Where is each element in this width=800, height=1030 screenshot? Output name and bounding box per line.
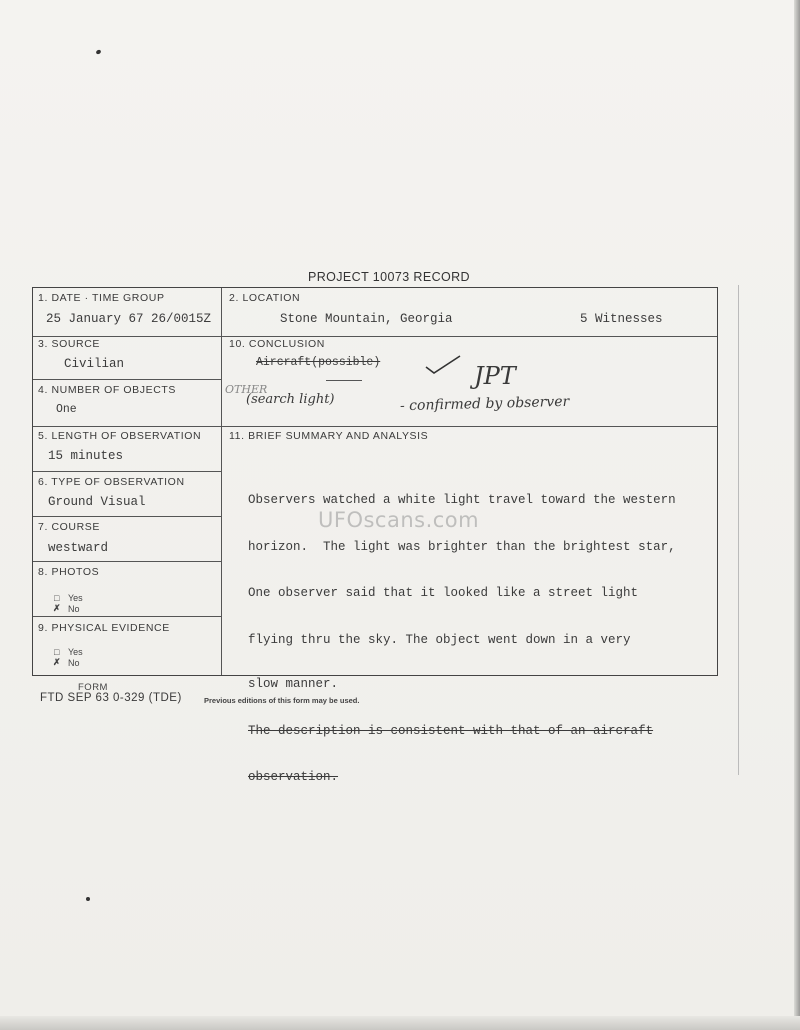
checkmark-icon [424,353,464,377]
source-label: 3. SOURCE [38,338,100,350]
course-value: westward [48,541,109,555]
footer-form-word: FORM [78,682,108,693]
physical-evidence-yes-box: □ [54,647,60,657]
photos-no-option: No [68,604,80,614]
summary-struck-line: observation. [248,770,339,784]
type-of-observation-value: Ground Visual [48,495,146,509]
conclusion-struck-value: Aircraft(possible) [256,356,381,369]
summary-line: slow manner. [248,677,339,691]
summary-line: One observer said that it looked like a street light [248,586,639,600]
summary-line: horizon. The light was brighter than the brightest star, [248,539,676,554]
source-value: Civilian [64,357,125,371]
conclusion-handwritten-value: (search light) [246,392,335,407]
physical-evidence-label: 9. PHYSICAL EVIDENCE [38,622,170,634]
conclusion-other: OTHER [225,383,268,396]
column-divider [221,288,222,675]
row-divider [33,561,221,562]
date-time-group-label: 1. DATE · TIME GROUP [38,292,165,304]
summary-line: flying thru the sky. The object went down in a very [248,632,631,647]
photos-no-checkmark: ✗ [53,603,61,613]
footer-note: Previous editions of this form may be used. [204,696,360,705]
length-of-observation-value: 15 minutes [48,449,124,463]
scan-speck [95,49,101,55]
course-label: 7. COURSE [38,521,100,533]
summary-line: Observers watched a white light travel toward the western [248,493,676,507]
photos-yes-box: □ [54,593,60,603]
scan-edge [794,0,800,1030]
physical-evidence-yes-option: Yes [68,647,83,657]
photos-label: 8. PHOTOS [38,566,100,578]
watermark: UFOscans.com [318,508,480,532]
row-divider [33,616,221,617]
type-of-observation-label: 6. TYPE OF OBSERVATION [38,476,185,488]
row-divider [33,516,221,517]
length-of-observation-label: 5. LENGTH OF OBSERVATION [38,430,202,442]
row-divider [33,379,221,380]
conclusion-handwritten-note: - confirmed by observer [399,393,570,415]
summary-struck-line: The description is consistent with that of an aircraft [248,723,654,738]
record-title: PROJECT 10073 RECORD [308,270,470,284]
conclusion-initials: JPT [474,362,516,390]
handwritten-underline [326,380,362,381]
number-of-objects-label: 4. NUMBER OF OBJECTS [38,384,177,396]
number-of-objects-value: One [56,403,77,416]
date-time-group-value: 25 January 67 26/0015Z [46,312,212,326]
scan-artifact-line [738,285,739,775]
summary-label: 11. BRIEF SUMMARY AND ANALYSIS [229,430,429,442]
row-divider [33,471,221,472]
scan-speck [86,897,90,901]
location-value: Stone Mountain, Georgia [280,312,453,326]
physical-evidence-no-option: No [68,658,80,668]
row-divider [33,336,717,337]
witnesses-value: 5 Witnesses [580,312,663,326]
conclusion-label: 10. CONCLUSION [229,338,325,350]
footer-form-id: FTD SEP 63 0-329 (TDE) [40,692,182,704]
scan-edge [0,1016,800,1030]
physical-evidence-no-checkmark: ✗ [53,657,61,667]
photos-yes-option: Yes [68,593,83,603]
row-divider [33,426,717,427]
location-label: 2. LOCATION [229,292,301,304]
